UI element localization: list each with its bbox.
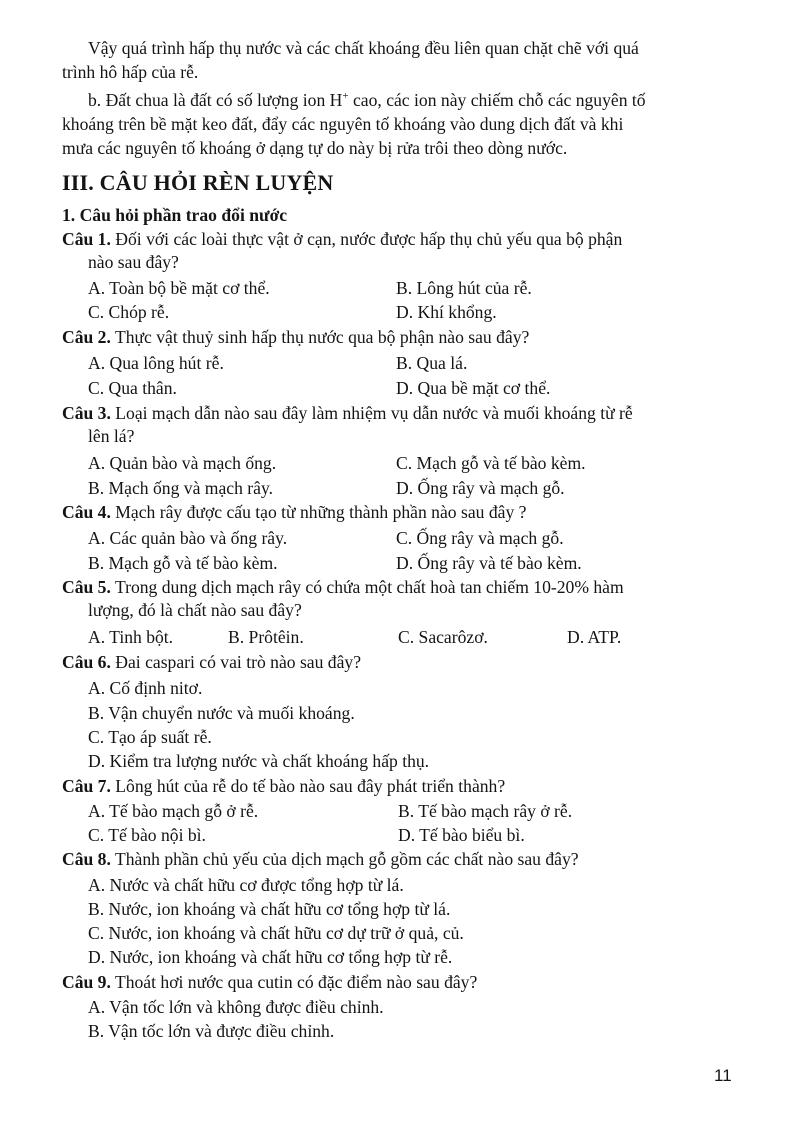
question-label: Câu 3. — [62, 403, 111, 423]
question-text: Trong dung dịch mạch rây có chứa một chất hoà tan chiếm 10-20% hàm — [110, 577, 624, 597]
question-label: Câu 1. — [62, 229, 111, 249]
question-7 — [62, 775, 740, 798]
option-d: D. Kiểm tra lượng nước và chất khoáng hấp thụ. — [88, 751, 430, 771]
option-c: C. Sacarôzơ. — [398, 627, 488, 647]
question-text: Thành phần chủ yếu của dịch mạch gỗ gồm các chất nào sau đây? — [110, 849, 579, 869]
option-c: C. Mạch gỗ và tế bào kèm. — [396, 453, 586, 473]
option-d: D. Tế bào biểu bì. — [398, 825, 525, 845]
question-text: Đai caspari có vai trò nào sau đây? — [110, 652, 362, 672]
option-a: A. Tế bào mạch gỗ ở rễ. — [88, 801, 259, 821]
question-label: Câu 5. — [62, 577, 111, 597]
text-line: khoáng trên bề mặt keo đất, đẩy các nguyên tố khoáng vào dung dịch đất và khi — [62, 114, 624, 134]
question-text: Lông hút của rễ do tế bào nào sau đây phát triển thành? — [110, 776, 506, 796]
question-text-continued: lên lá? — [88, 426, 135, 446]
option-d: D. Ống rây và mạch gỗ. — [396, 478, 565, 498]
option-b: B. Qua lá. — [396, 353, 468, 373]
option-d: D. Ống rây và tế bào kèm. — [396, 553, 582, 573]
question-3 — [62, 402, 740, 448]
text-line — [88, 88, 742, 112]
question-2 — [62, 326, 740, 349]
option-a: A. Tinh bột. — [88, 627, 174, 647]
option-b: B. Mạch ống và mạch rây. — [88, 478, 274, 498]
question-text: Mạch rây được cấu tạo từ những thành phần nào sau đây ? — [110, 502, 527, 522]
text-line: Vậy quá trình hấp thụ nước và các chất khoáng đều liên quan chặt chẽ với quá — [88, 38, 639, 58]
question-9 — [62, 971, 740, 994]
text-line: trình hô hấp của rễ. — [62, 62, 199, 82]
question-text: Loại mạch dẫn nào sau đây làm nhiệm vụ dẫn nước và muối khoáng từ rễ — [110, 403, 633, 423]
option-c: C. Tế bào nội bì. — [88, 825, 206, 845]
option-c: C. Qua thân. — [88, 378, 177, 398]
option-b: B. Prôtêin. — [228, 627, 304, 647]
question-label: Câu 9. — [62, 972, 111, 992]
question-4 — [62, 501, 740, 524]
question-label: Câu 7. — [62, 776, 111, 796]
intro-paragraph-1 — [62, 36, 742, 84]
option-b: B. Vận tốc lớn và được điều chỉnh. — [88, 1021, 335, 1041]
option-c: C. Ống rây và mạch gỗ. — [396, 528, 564, 548]
option-a: A. Cố định nitơ. — [88, 678, 203, 698]
question-text-continued: lượng, đó là chất nào sau đây? — [88, 600, 302, 620]
option-c: C. Chóp rễ. — [88, 302, 170, 322]
section-title: III. CÂU HỎI RÈN LUYỆN — [62, 170, 334, 195]
question-5 — [62, 576, 740, 622]
question-6 — [62, 651, 740, 674]
question-text: Thực vật thuỷ sinh hấp thụ nước qua bộ phận nào sau đây? — [110, 327, 530, 347]
option-b: B. Lông hút của rễ. — [396, 278, 532, 298]
page-number: 11 — [714, 1066, 732, 1085]
option-b: B. Vận chuyển nước và muối khoáng. — [88, 703, 355, 723]
question-label: Câu 4. — [62, 502, 111, 522]
question-text: Đối với các loài thực vật ở cạn, nước được hấp thụ chủ yếu qua bộ phận — [110, 229, 623, 249]
option-a: A. Nước và chất hữu cơ được tổng hợp từ lá. — [88, 875, 404, 895]
question-8 — [62, 848, 740, 871]
question-label: Câu 6. — [62, 652, 111, 672]
text-line-part: cao, các ion này chiếm chỗ các nguyên tố — [348, 90, 646, 110]
option-d: D. Qua bề mặt cơ thể. — [396, 378, 551, 398]
question-text: Thoát hơi nước qua cutin có đặc điểm nào sau đây? — [110, 972, 478, 992]
option-b: B. Nước, ion khoáng và chất hữu cơ tổng hợp từ lá. — [88, 899, 451, 919]
option-a: A. Các quản bào và ống rây. — [88, 528, 288, 548]
option-d: D. Nước, ion khoáng và chất hữu cơ tổng hợp từ rễ. — [88, 947, 453, 967]
question-1 — [62, 228, 740, 274]
text-line: mưa các nguyên tố khoáng ở dạng tự do này bị rửa trôi theo dòng nước. — [62, 138, 568, 158]
option-a: A. Quản bào và mạch ống. — [88, 453, 277, 473]
intro-paragraph-2 — [62, 88, 742, 160]
question-label: Câu 8. — [62, 849, 111, 869]
text-line-part: b. Đất chua là đất có số lượng ion H — [88, 90, 343, 110]
option-a: A. Qua lông hút rễ. — [88, 353, 224, 373]
option-b: B. Tế bào mạch rây ở rễ. — [398, 801, 573, 821]
question-text-continued: nào sau đây? — [88, 252, 179, 272]
option-a: A. Vận tốc lớn và không được điều chỉnh. — [88, 997, 384, 1017]
option-d: D. ATP. — [567, 627, 622, 647]
option-b: B. Mạch gỗ và tế bào kèm. — [88, 553, 278, 573]
option-d: D. Khí khổng. — [396, 302, 497, 322]
option-c: C. Nước, ion khoáng và chất hữu cơ dự trữ ở quả, củ. — [88, 923, 464, 943]
option-a: A. Toàn bộ bề mặt cơ thể. — [88, 278, 270, 298]
subsection-title: 1. Câu hỏi phần trao đổi nước — [62, 205, 288, 225]
question-label: Câu 2. — [62, 327, 111, 347]
superscript: + — [342, 90, 349, 103]
option-c: C. Tạo áp suất rễ. — [88, 727, 212, 747]
